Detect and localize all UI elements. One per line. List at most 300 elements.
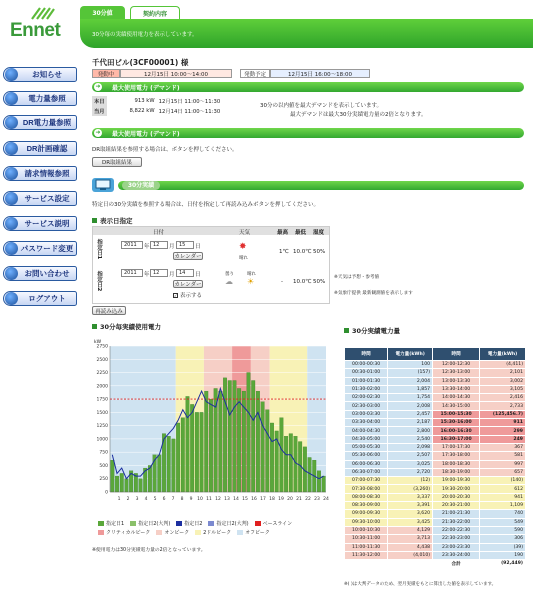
table-cell: 01:30-02:00: [345, 385, 388, 393]
table-row: [345, 485, 526, 493]
table-cell: 3,337: [388, 493, 433, 501]
chart-legend: [98, 520, 338, 536]
tab-30min[interactable]: 30分値: [80, 6, 125, 19]
x-tick-label: 3: [135, 497, 139, 502]
max-usage-note1: 30分の以内値を最大デマンドを表示しています。: [260, 103, 383, 109]
x-tick-label: 8: [180, 497, 184, 502]
x-tick-label: 15: [242, 497, 248, 502]
sidebar-item-label: DR電力量参照: [22, 118, 72, 127]
bar: [167, 436, 171, 492]
col-weather: 天気: [239, 230, 251, 236]
bar: [204, 391, 208, 492]
table-cell: 10:30-11:00: [345, 535, 388, 543]
table-row: [345, 361, 526, 369]
table-row: [345, 543, 526, 551]
chart-unit: kW: [94, 340, 102, 345]
nav-knob-icon: [5, 242, 18, 255]
table-cell: (3,260): [388, 485, 433, 493]
y-tick-label: 2500: [96, 357, 108, 363]
table-row: [345, 452, 526, 460]
status-planned-time: 12月15日 16:00～18:00: [270, 69, 370, 78]
x-tick-label: 11: [206, 497, 212, 502]
row1-v2: 10.0℃: [293, 249, 312, 255]
table-cell: 2,457: [388, 410, 433, 418]
x-tick-label: 13: [224, 497, 230, 502]
dr-result-button[interactable]: DR取組結果: [92, 157, 142, 167]
bar: [237, 388, 241, 492]
square-icon: [92, 218, 97, 223]
table-cell: 22:30-23:00: [433, 535, 480, 543]
weather-note1: ※天気は予想・参考値: [334, 275, 380, 280]
bar: [251, 381, 255, 492]
sidebar-item-service-guide[interactable]: [3, 216, 77, 231]
sidebar-item-label: サービス設定: [24, 194, 70, 203]
table-cell: 02:30-03:00: [345, 402, 388, 410]
x-tick-label: 17: [260, 497, 266, 502]
x-tick-label: 6: [162, 497, 166, 502]
table-row: [345, 493, 526, 501]
table-cell: 100: [388, 361, 433, 369]
table-cell: 13:30-14:00: [433, 385, 480, 393]
table-cell: 08:00-08:30: [345, 493, 388, 501]
table-cell: 07:00-07:30: [345, 477, 388, 485]
table-cell: 299: [480, 427, 526, 435]
chart-header: 30分毎実績使用電力: [92, 322, 161, 331]
row2-v2: 10.0℃: [293, 279, 312, 285]
bar: [139, 479, 143, 492]
row1-v1: 1℃: [279, 249, 289, 255]
x-tick-label: 23: [314, 497, 320, 502]
usage-value-today: 913 kW: [134, 98, 155, 104]
col-h2: 最低: [295, 230, 307, 236]
table-cell: (140): [480, 477, 526, 485]
table-cell: 17:00-17:30: [433, 443, 480, 451]
table-cell: 16:00-16:30: [433, 427, 480, 435]
table-cell: 17:30-18:00: [433, 452, 480, 460]
row1-weather: 晴れ: [239, 256, 248, 261]
y-tick-label: 1500: [96, 410, 108, 416]
table-cell: 3,391: [388, 502, 433, 510]
y-tick-label: 250: [99, 477, 108, 483]
bar: [280, 418, 284, 492]
nav-knob-icon: [5, 292, 18, 305]
date-section-header: 表示日指定: [92, 216, 133, 225]
th-kwh1: 電力量(kWh): [388, 348, 433, 361]
bar: [172, 439, 176, 492]
table-cell: 2,540: [388, 435, 433, 443]
bar: [115, 476, 119, 492]
table-cell: 911: [480, 419, 526, 427]
table-cell: 2,720: [388, 468, 433, 476]
arrow-right-icon: ➜: [95, 83, 101, 90]
col-h1: 最高: [277, 230, 289, 236]
x-tick-label: 20: [287, 497, 293, 502]
cloud-icon: ☁: [225, 277, 233, 286]
legend-item: オンピーク: [156, 529, 189, 536]
table-cell: 4,129: [388, 526, 433, 534]
table-row: [345, 526, 526, 534]
sidebar-item-label: お問い合わせ: [24, 269, 70, 278]
table-cell: 581: [480, 452, 526, 460]
table-cell: 590: [480, 526, 526, 534]
row1-calendar-button[interactable]: カレンダー: [174, 254, 202, 260]
table-cell: 10:00-10:30: [345, 526, 388, 534]
x-tick-label: 12: [215, 497, 221, 502]
bar: [148, 465, 152, 492]
sidebar-item-label: 電力量参照: [28, 94, 66, 103]
bar: [308, 457, 312, 492]
square-icon: [92, 324, 97, 329]
max-usage-sub: (デマンド): [150, 84, 180, 92]
usage-label-today: 本日: [92, 96, 107, 106]
y-tick-label: 500: [99, 463, 108, 469]
table-cell: 04:00-04:30: [345, 427, 388, 435]
bar: [317, 471, 321, 492]
table-cell: 18:00-18:30: [433, 460, 480, 468]
table-cell: (4,411): [480, 361, 526, 369]
table-row: [345, 468, 526, 476]
th-time2: 時間: [433, 348, 480, 361]
row1-day-select[interactable]: 15: [176, 241, 194, 249]
table-cell: 01:00-01:30: [345, 377, 388, 385]
sidebar-item-notice[interactable]: [3, 67, 77, 82]
bar: [190, 404, 194, 492]
jisseki-title: 30分実績: [122, 181, 160, 190]
row2-label: 指定日2: [96, 271, 102, 292]
jisseki-header: [92, 178, 524, 192]
bar: [200, 412, 204, 492]
row2-v1: -: [281, 279, 283, 285]
bar: [176, 423, 180, 492]
table-cell: 14:00-14:30: [433, 394, 480, 402]
row2-day-select[interactable]: 14: [176, 269, 194, 277]
table-cell: 20:00-20:30: [433, 493, 480, 501]
usage-label-month: 当月: [92, 106, 107, 116]
reload-button[interactable]: 再読み込み: [92, 306, 126, 315]
table-cell: 2,800: [388, 427, 433, 435]
dr-result-text: DR取組結果を参照する場合は、ボタンを押してください。: [92, 147, 238, 153]
table-cell: 08:30-09:00: [345, 502, 388, 510]
table-cell: 2,098: [388, 443, 433, 451]
table-row: [345, 535, 526, 543]
table-cell: 367: [480, 443, 526, 451]
status-active-time: 12月15日 10:00～14:00: [120, 69, 232, 78]
col-date: 日付: [153, 230, 165, 236]
nav-knob-icon: [5, 142, 18, 155]
row2-weather1: 曇り: [225, 272, 234, 277]
table-cell: 2,733: [480, 402, 526, 410]
y-tick-label: 750: [99, 450, 108, 456]
legend-item: オフピーク: [237, 529, 270, 536]
x-tick-label: 10: [197, 497, 203, 502]
table-cell: 07:30-08:00: [345, 485, 388, 493]
table-cell: 15:30-16:00: [433, 419, 480, 427]
x-tick-label: 24: [323, 497, 329, 502]
sidebar-item-dr-power-usage[interactable]: [3, 115, 77, 130]
bar: [219, 391, 223, 492]
table-cell: 3,105: [480, 385, 526, 393]
table-cell: 23:30-24:00: [433, 551, 480, 559]
max-usage-note2: 最大デマンドは最大30分実績電力量の2倍となります。: [290, 112, 427, 118]
table-cell: 1,857: [388, 385, 433, 393]
table-row: [345, 477, 526, 485]
table-cell: 3,620: [388, 510, 433, 518]
x-tick-label: 18: [269, 497, 275, 502]
x-tick-label: 21: [296, 497, 302, 502]
y-tick-label: 1250: [96, 424, 108, 430]
table-cell: 18:30-19:00: [433, 468, 480, 476]
sidebar-item-contact[interactable]: [3, 266, 77, 281]
table-row: [345, 410, 526, 418]
bar: [256, 391, 260, 492]
sidebar-item-power-usage[interactable]: [3, 91, 77, 106]
table-cell: 249: [480, 435, 526, 443]
row2-year-select[interactable]: 2011: [121, 269, 143, 277]
table-cell: 20:30-21:00: [433, 502, 480, 510]
table-cell: 21:30-22:00: [433, 518, 480, 526]
y-tick-label: 1750: [96, 397, 108, 403]
x-tick-label: 9: [189, 497, 193, 502]
table-cell: 05:00-05:30: [345, 443, 388, 451]
usage-time-month: 12月14日 11:00～11:30: [158, 109, 221, 115]
logo-icon: [28, 6, 56, 20]
table-cell: 549: [480, 518, 526, 526]
row2-show-checkbox[interactable]: ✓ 表示する: [174, 292, 203, 299]
table-cell: 03:30-04:00: [345, 419, 388, 427]
table-cell: 13:00-13:30: [433, 377, 480, 385]
table-cell: 11:30-12:00: [345, 551, 388, 559]
table-row: [345, 502, 526, 510]
table-cell: 3,713: [388, 535, 433, 543]
table-cell: 941: [480, 493, 526, 501]
bar: [261, 402, 265, 492]
dr-result-bar: [92, 128, 524, 138]
usage-time-today: 12月15日 11:00～11:30: [158, 99, 221, 105]
row2-calendar-button[interactable]: カレンダー: [174, 282, 202, 288]
x-tick-label: 16: [251, 497, 257, 502]
table-cell: 12:30-13:00: [433, 369, 480, 377]
table-cell: 2,187: [388, 419, 433, 427]
row2-v3: 50%: [313, 279, 326, 285]
bar: [294, 436, 298, 492]
table-30min: [344, 347, 526, 568]
row1-month-select[interactable]: 12: [150, 241, 168, 249]
table-cell: 19:30-20:00: [433, 485, 480, 493]
table-cell: 06:30-07:00: [345, 468, 388, 476]
legend-item: ベースライン: [255, 520, 293, 527]
square-icon: [344, 328, 349, 333]
chart-footnote: ※使用電力は30分実績電力量の2倍となっています。: [92, 548, 206, 553]
bar: [322, 476, 326, 492]
table-cell: 3,002: [480, 377, 526, 385]
table-cell: 740: [480, 510, 526, 518]
nav-knob-icon: [5, 92, 18, 105]
total-label: 合計: [433, 560, 480, 568]
table-cell: (4,010): [388, 551, 433, 559]
table-cell: 22:00-22:30: [433, 526, 480, 534]
y-tick-label: 2250: [96, 371, 108, 377]
table-cell: 12:00-12:30: [433, 361, 480, 369]
usage-value-month: 8,822 kW: [129, 108, 155, 114]
sidebar-item-dr-plan[interactable]: [3, 141, 77, 156]
table-cell: 612: [480, 485, 526, 493]
nav-knob-icon: [5, 68, 18, 81]
legend-item: 指定日2(大判): [130, 520, 170, 527]
y-tick-label: 2750: [96, 344, 108, 350]
banner-text: 30分毎の実績使用電力を表示しています。: [92, 32, 198, 38]
bar: [289, 434, 293, 492]
x-tick-label: 19: [278, 497, 284, 502]
max-usage-title: 最大使用電力: [112, 84, 149, 92]
table-row: [345, 427, 526, 435]
col-h3: 湿度: [313, 230, 325, 236]
row1-year-select[interactable]: 2011: [121, 241, 143, 249]
bar: [195, 412, 199, 492]
table-row: [345, 551, 526, 559]
sidebar-item-password-change[interactable]: [3, 241, 77, 256]
sidebar-item-label: DR計画確認: [26, 144, 68, 153]
table-cell: 09:00-09:30: [345, 510, 388, 518]
table-cell: 3,425: [388, 518, 433, 526]
table-cell: 00:00-00:30: [345, 361, 388, 369]
table-cell: 2,008: [388, 402, 433, 410]
bar: [266, 410, 270, 492]
usage-chart: [92, 344, 332, 516]
row1-v3: 50%: [313, 249, 326, 255]
bar: [228, 381, 232, 492]
building-name: 千代田ビル(3CF00001) 様: [92, 58, 189, 67]
table-cell: 19:00-19:30: [433, 477, 480, 485]
bar: [181, 418, 185, 492]
date-table: 日付 天気 最高 最低 湿度 指定日1 2011 年 12 月 15 日 カレンダー ✸ 晴れ 1℃ 10.0℃ 50% 指定日2 2011 年 12 月 14 日 カレンダー ✓ 表示する ☁ 曇り ☀ 晴れ - 10.0℃ 50%: [92, 226, 330, 304]
nav-knob-icon: [5, 167, 18, 180]
bar: [158, 455, 162, 492]
bar: [120, 473, 124, 492]
sun-small-icon: ☀: [247, 277, 255, 286]
x-tick-label: 1: [117, 497, 121, 502]
monitor-icon: [92, 178, 114, 192]
bar: [111, 460, 115, 492]
sidebar-item-service-settings[interactable]: [3, 191, 77, 206]
bar: [270, 423, 274, 492]
table-cell: 306: [480, 535, 526, 543]
tab-contract[interactable]: 契約内容: [130, 6, 180, 19]
table-cell: 06:00-06:30: [345, 460, 388, 468]
table-row: [345, 394, 526, 402]
bar: [209, 399, 213, 492]
table-cell: 02:00-02:30: [345, 394, 388, 402]
x-tick-label: 14: [233, 497, 239, 502]
nav-knob-icon: [5, 116, 18, 129]
sidebar-item-logout[interactable]: [3, 291, 77, 306]
sidebar-item-billing[interactable]: [3, 166, 77, 181]
row2-weather2: 晴れ: [247, 272, 256, 277]
table-row: [345, 377, 526, 385]
table-row: [345, 369, 526, 377]
max-usage-bar: [92, 82, 524, 92]
th-time1: 時間: [345, 348, 388, 361]
table-row: [345, 419, 526, 427]
sidebar-item-label: お知らせ: [32, 70, 62, 79]
legend-item: クリティカルピーク: [98, 529, 150, 536]
table-cell: 1,109: [480, 502, 526, 510]
table-cell: 3,025: [388, 460, 433, 468]
table-cell: 21:00-21:30: [433, 510, 480, 518]
jisseki-text: 特定日の30分実績を参照する場合は、日付を指定して再読み込みボタンを押してください。: [92, 202, 320, 208]
y-tick-label: 1000: [96, 437, 108, 443]
table-cell: 15:00-15:30: [433, 410, 480, 418]
row2-month-select[interactable]: 12: [150, 269, 168, 277]
arrow-right-icon: ➜: [95, 129, 101, 136]
table-cell: (125,456.7): [480, 410, 526, 418]
table-cell: (12): [388, 477, 433, 485]
bar: [186, 396, 190, 492]
table-cell: 4,438: [388, 543, 433, 551]
table-row: [345, 443, 526, 451]
sun-icon: ✸: [239, 242, 247, 252]
sidebar-item-label: サービス説明: [24, 219, 70, 228]
table-cell: 657: [480, 468, 526, 476]
table-cell: 04:30-05:00: [345, 435, 388, 443]
table-row: [345, 510, 526, 518]
x-tick-label: 4: [144, 497, 148, 502]
x-tick-label: 7: [171, 497, 175, 502]
table-cell: 05:30-06:00: [345, 452, 388, 460]
legend-item: 2ドルピーク: [195, 529, 231, 536]
table-cell: 16:30-17:00: [433, 435, 480, 443]
table-row: [345, 385, 526, 393]
total-value: (92,449): [480, 560, 526, 568]
table-cell: (39): [480, 543, 526, 551]
status-planned-label: 発動予定: [240, 69, 270, 78]
table-cell: 2,101: [480, 369, 526, 377]
dr-result-title: 最大使用電力: [112, 130, 149, 138]
bar: [223, 378, 227, 492]
table-cell: 09:30-10:00: [345, 518, 388, 526]
dr-result-sub: (デマンド): [150, 130, 180, 138]
table-cell: 23:00-23:30: [433, 543, 480, 551]
table-cell: 11:00-11:30: [345, 543, 388, 551]
table-cell: 2,507: [388, 452, 433, 460]
legend-item: 指定日2(大判): [208, 520, 248, 527]
table-row: [345, 435, 526, 443]
table-cell: 2,004: [388, 377, 433, 385]
nav-knob-icon: [5, 217, 18, 230]
logo-text: Ennet: [10, 20, 61, 41]
x-tick-label: 5: [153, 497, 157, 502]
row1-label: 指定日1: [96, 239, 102, 260]
y-tick-label: 0: [105, 490, 108, 496]
table-cell: 1,754: [388, 394, 433, 402]
table-cell: 997: [480, 460, 526, 468]
table-cell: 14:30-15:00: [433, 402, 480, 410]
sidebar-item-label: パスワード変更: [20, 244, 74, 253]
nav-knob-icon: [5, 192, 18, 205]
legend-item: 指定日1: [98, 520, 124, 527]
table-cell: 03:00-03:30: [345, 410, 388, 418]
table-total-row: [345, 560, 526, 568]
bar: [233, 381, 237, 492]
bar: [284, 436, 288, 492]
table-row: [345, 518, 526, 526]
nav-knob-icon: [5, 267, 18, 280]
status-active-label: 発動中: [92, 69, 120, 78]
table-header: 30分実績電力量: [344, 326, 400, 335]
weather-note2: ※気象庁提供 最新観測値を表示します: [334, 291, 413, 296]
table-cell: 190: [480, 551, 526, 559]
x-tick-label: 22: [305, 497, 311, 502]
table-cell: 00:30-01:00: [345, 369, 388, 377]
